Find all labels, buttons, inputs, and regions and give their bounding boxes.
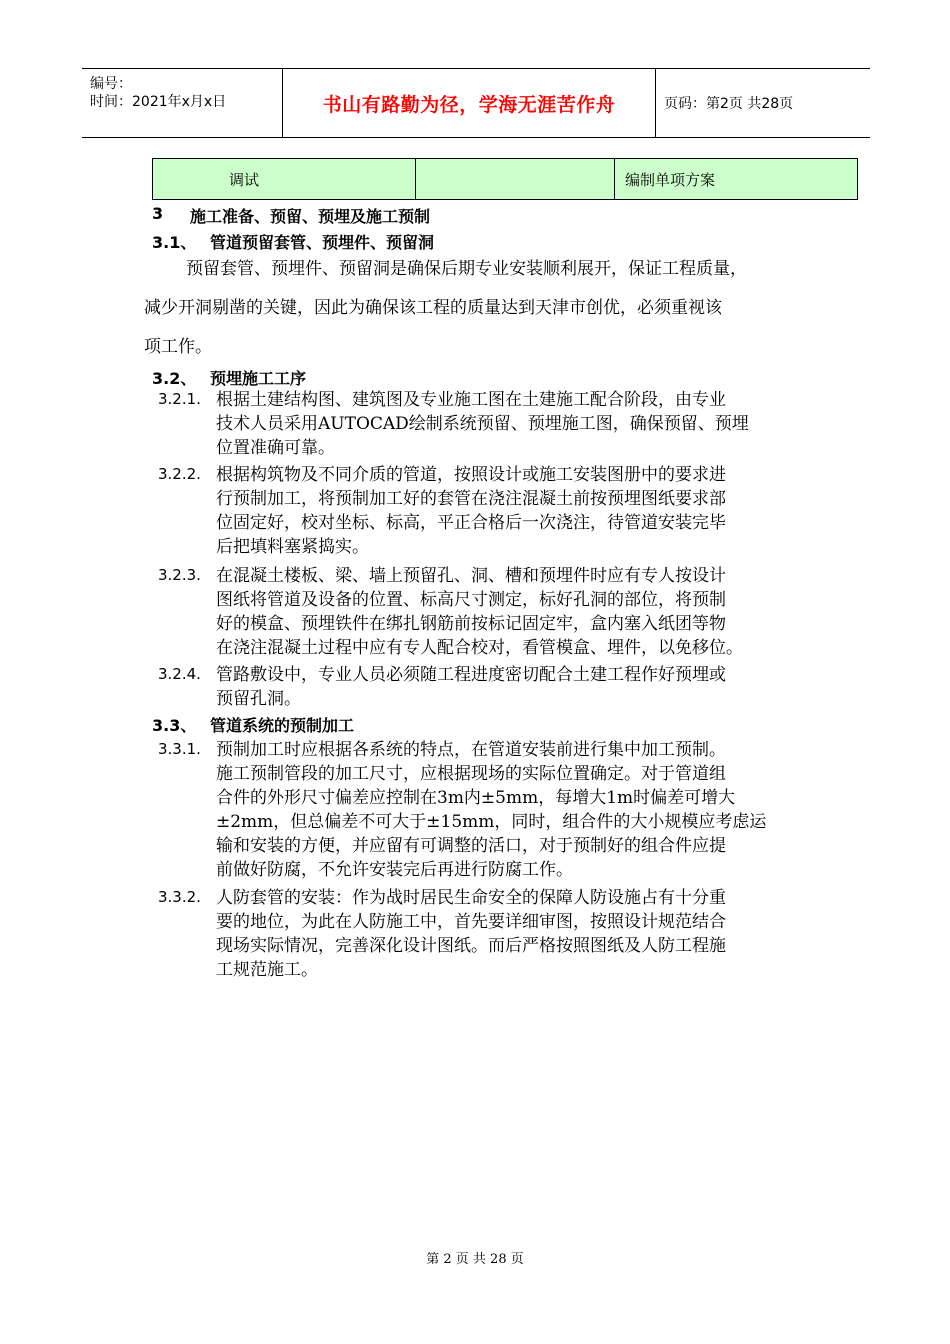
item-line: 图纸将管道及设备的位置、标高尺寸测定，标好孔洞的部位，将预制 xyxy=(216,590,726,610)
section-3-1-title: 管道预留套管、预埋件、预留洞 xyxy=(210,233,435,252)
header-motto-cell xyxy=(282,69,656,137)
item-number: 3.3.1. xyxy=(158,740,201,758)
section-3-1-number: 3.1、 xyxy=(152,233,197,252)
item-line: 管路敷设中，专业人员必须随工程进度密切配合土建工程作好预埋或 xyxy=(216,665,726,685)
table-row xyxy=(153,159,858,200)
list-item xyxy=(216,738,766,882)
item-number: 3.2.1. xyxy=(158,390,201,408)
item-number: 3.2.4. xyxy=(158,665,201,683)
paragraph-line: 减少开洞剔凿的关键，因此为确保该工程的质量达到天津市创优，必须重视该 xyxy=(144,298,722,318)
item-line: 现场实际情况，完善深化设计图纸。而后严格按照图纸及人防工程施 xyxy=(216,936,726,956)
item-line: 位固定好，校对坐标、标高，平正合格后一次浇注，待管道安装完毕 xyxy=(216,513,726,533)
section-3-3-number: 3.3、 xyxy=(152,716,197,735)
item-line: 在浇注混凝土过程中应有专人配合校对，看管模盒、埋件，以免移位。 xyxy=(216,638,743,658)
section-3-title: 施工准备、预留、预埋及施工预制 xyxy=(190,207,431,226)
table-cell: 调试 xyxy=(153,159,416,200)
item-line: 前做好防腐，不允许安装完后再进行防腐工作。 xyxy=(216,860,573,880)
date-line: 时间：2021年x月x日 xyxy=(90,94,227,110)
item-line: 工规范施工。 xyxy=(216,960,318,980)
item-line: 输和安装的方便，并应留有可调整的活口，对于预制好的组合件应提 xyxy=(216,836,726,856)
list-item xyxy=(216,463,726,559)
paragraph-line: 项工作。 xyxy=(144,337,212,357)
item-line: ±2mm，但总偏差不可大于±15mm，同时，组合件的大小规模应考虑运 xyxy=(216,812,767,832)
list-item xyxy=(216,663,726,711)
item-line: 预制加工时应根据各系统的特点，在管道安装前进行集中加工预制。 xyxy=(216,740,726,760)
page-header xyxy=(82,68,870,138)
item-line: 在混凝土楼板、梁、墙上预留孔、洞、槽和预埋件时应有专人按设计 xyxy=(216,566,726,586)
item-line: 好的模盒、预埋铁件在绑扎钢筋前按标记固定牢，盒内塞入纸团等物 xyxy=(216,614,726,634)
item-number: 3.2.3. xyxy=(158,566,201,584)
section-3-number: 3 xyxy=(152,204,164,223)
item-line: 位置准确可靠。 xyxy=(216,438,335,458)
header-left-cell xyxy=(82,69,282,137)
item-line: 行预制加工，将预制加工好的套管在浇注混凝土前按预埋图纸要求部 xyxy=(216,489,726,509)
item-line: 要的地位，为此在人防施工中，首先要详细审图，按照设计规范结合 xyxy=(216,912,726,932)
item-line: 根据构筑物及不同介质的管道，按照设计或施工安装图册中的要求进 xyxy=(216,465,726,485)
item-line: 施工预制管段的加工尺寸，应根据现场的实际位置确定。对于管道组 xyxy=(216,764,726,784)
item-number: 3.2.2. xyxy=(158,465,201,483)
table-cell: 编制单项方案 xyxy=(615,159,858,200)
motto-text: 书山有路勤为径，学海无涯苦作舟 xyxy=(322,93,616,116)
item-line: 后把填料塞紧捣实。 xyxy=(216,537,369,557)
section-3-3-title: 管道系统的预制加工 xyxy=(210,716,355,735)
item-number: 3.3.2. xyxy=(158,888,201,906)
page-info: 页码：第2页 共28页 xyxy=(664,96,794,112)
item-line: 合件的外形尺寸偏差应控制在3m内±5mm，每增大1m时偏差可增大 xyxy=(216,788,736,808)
item-line: 根据土建结构图、建筑图及专业施工图在土建施工配合阶段，由专业 xyxy=(216,390,726,410)
table-cell xyxy=(416,159,615,200)
list-item xyxy=(216,388,749,460)
header-page-cell xyxy=(656,69,870,137)
item-line: 预留孔洞。 xyxy=(216,689,301,709)
item-line: 技术人员采用AUTOCAD绘制系统预留、预埋施工图，确保预留、预埋 xyxy=(216,414,749,434)
page-footer: 第 2 页 共 28 页 xyxy=(426,1252,524,1267)
section-3-2-number: 3.2、 xyxy=(152,369,197,388)
list-item xyxy=(216,886,726,982)
section-3-2-title: 预埋施工工序 xyxy=(210,369,307,388)
item-line: 人防套管的安装：作为战时居民生命安全的保障人防设施占有十分重 xyxy=(216,888,726,908)
list-item xyxy=(216,564,743,660)
paragraph-line: 预留套管、预埋件、预留洞是确保后期专业安装顺利展开，保证工程质量， xyxy=(186,259,747,279)
task-table xyxy=(152,158,858,200)
doc-number-label: 编号： xyxy=(90,76,132,92)
